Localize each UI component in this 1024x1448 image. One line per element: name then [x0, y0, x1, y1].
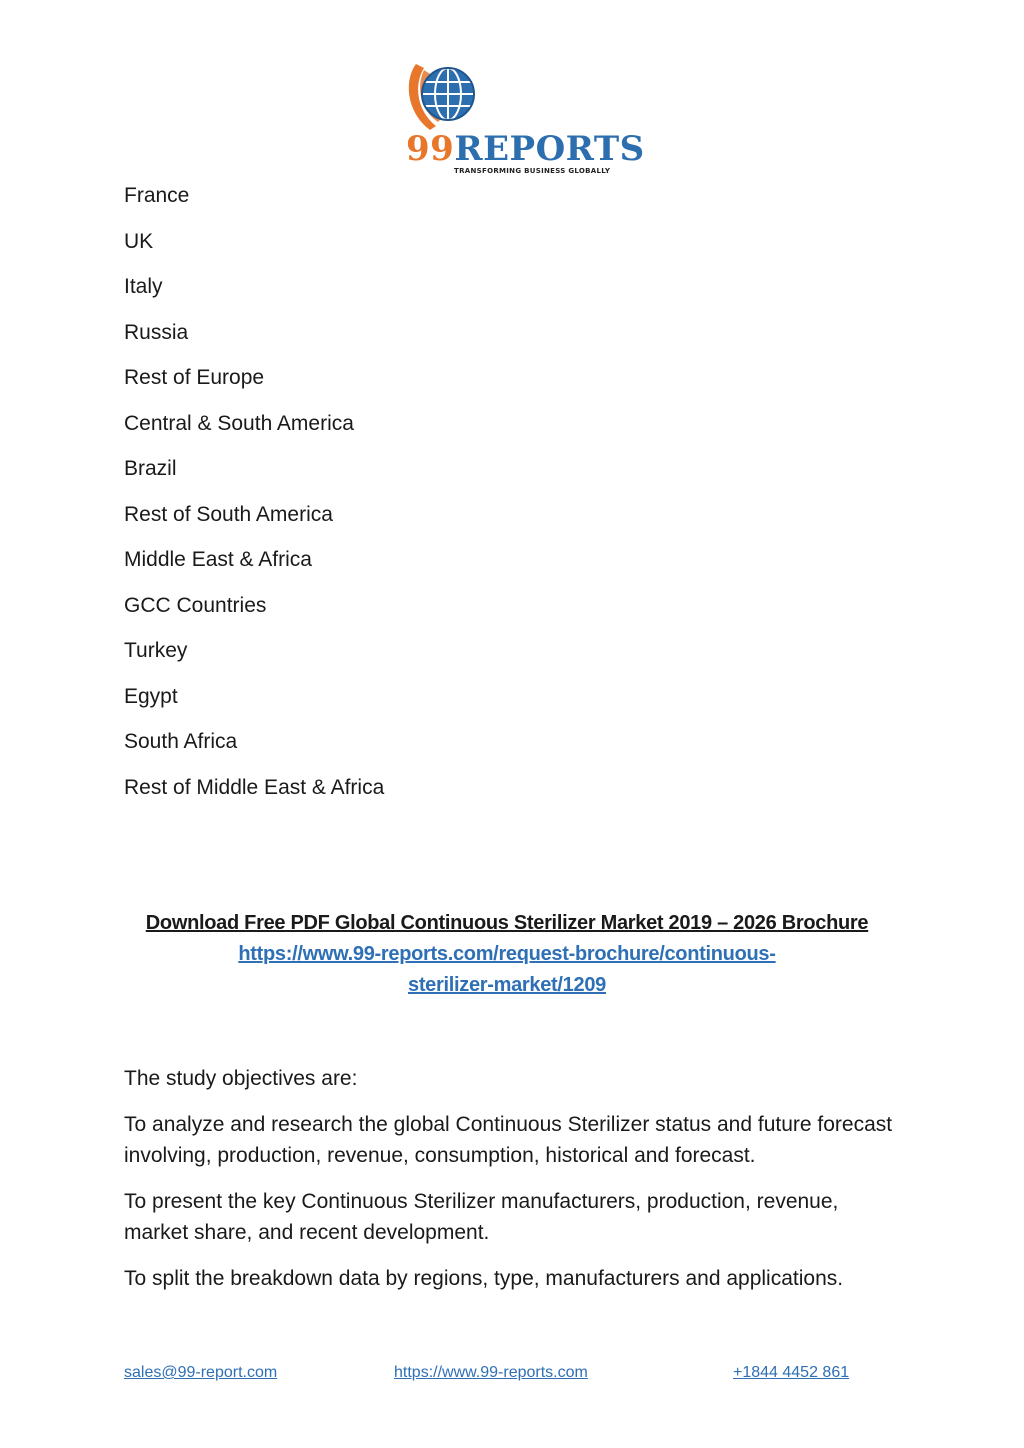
list-item: Italy [124, 275, 163, 298]
study-objectives [124, 1063, 904, 1309]
list-item: Rest of Europe [124, 366, 265, 389]
objectives-heading: The study objectives are: [124, 1067, 358, 1090]
objective-item: To present the key Continuous Sterilizer manufacturers, production, revenue, market share, and recent development. [124, 1190, 839, 1244]
region-list [124, 181, 384, 818]
download-brochure-text: Download Free PDF Global Continuous Sterilizer Market 2019 – 2026 Brochure [145, 912, 869, 934]
list-item: Rest of Middle East & Africa [124, 775, 385, 799]
list-item: GCC Countries [124, 593, 267, 617]
website-link[interactable]: https://www.99-reports.com [394, 1364, 588, 1381]
logo-wordmark [406, 129, 645, 169]
objective-item: To analyze and research the global Continuous Sterilizer status and future forecast involving, production, revenue, consumption, historical and forecast. [124, 1113, 893, 1167]
brochure-link-line-2: sterilizer-market/1209 [408, 974, 606, 996]
company-logo [402, 60, 645, 182]
logo-wordmark-name: REPORTS [454, 129, 645, 169]
logo-tagline: TRANSFORMING BUSINESS GLOBALLY [454, 167, 611, 175]
brochure-link[interactable] [238, 943, 775, 996]
list-item: South Africa [124, 730, 238, 753]
list-item: Egypt [124, 684, 178, 708]
brochure-link-line-1: https://www.99-reports.com/request-brochure/continuous- [238, 943, 776, 965]
list-item: Middle East & Africa [124, 548, 312, 571]
list-item: Rest of South America [124, 502, 333, 526]
list-item: Brazil [124, 457, 177, 480]
list-item: France [124, 184, 190, 207]
globe-icon [402, 60, 492, 136]
logo-wordmark-prefix: 99 [406, 129, 455, 169]
phone-link[interactable]: +1844 4452 861 [733, 1364, 850, 1381]
objective-item: To split the breakdown data by regions, type, manufacturers and applications. [124, 1267, 844, 1290]
list-item: UK [124, 229, 154, 253]
list-item: Russia [124, 320, 189, 344]
email-link[interactable]: sales@99-report.com [124, 1364, 278, 1381]
list-item: Central & South America [124, 411, 354, 435]
page-footer [0, 1364, 1024, 1388]
download-brochure-section [124, 908, 890, 1001]
list-item: Turkey [124, 639, 188, 662]
